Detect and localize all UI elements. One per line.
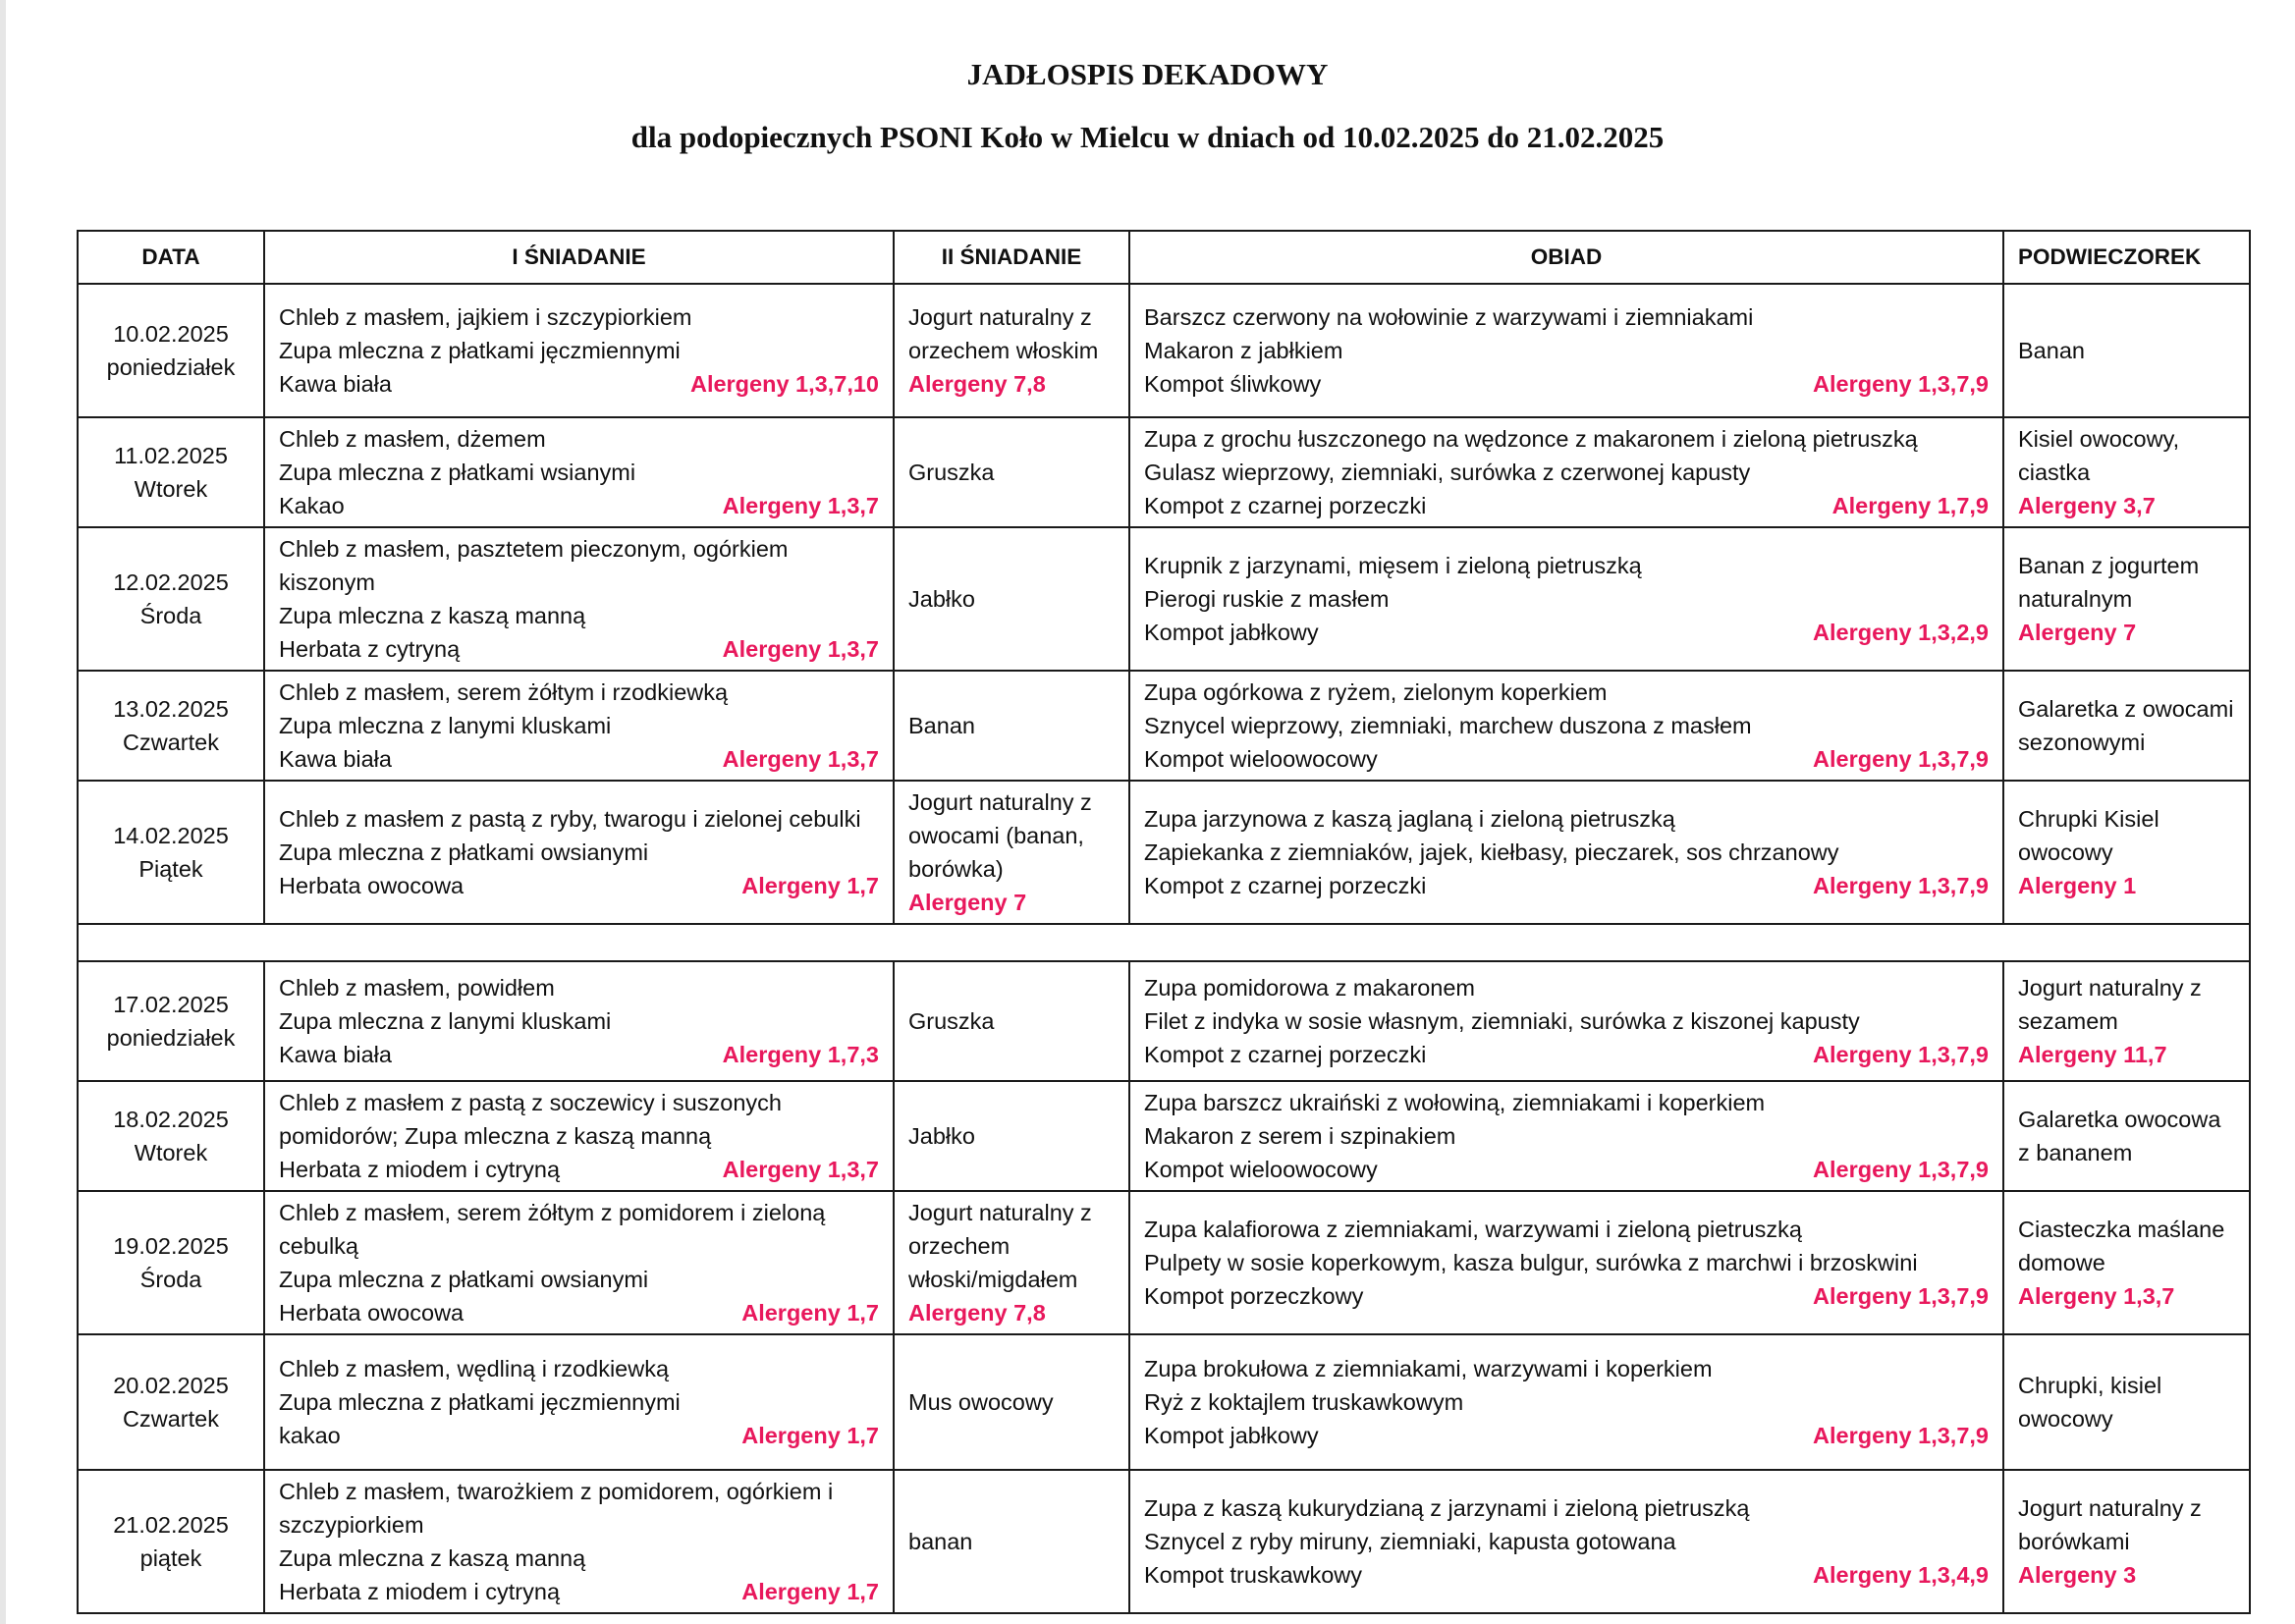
breakfast2-cell xyxy=(894,284,1129,417)
weekday-text: Środa xyxy=(139,603,202,628)
snack-cell xyxy=(2003,671,2250,781)
breakfast1-item: Zupa mleczna z płatkami owsianymi xyxy=(279,839,649,865)
table-row xyxy=(78,284,2250,417)
snack-item: Galaretka z owocami sezonowymi xyxy=(2018,696,2234,755)
breakfast1-item: Zupa mleczna z płatkami jęczmiennymi xyxy=(279,338,681,363)
date-text: 20.02.2025 xyxy=(113,1373,229,1398)
date-text: 10.02.2025 xyxy=(113,321,229,347)
header-row xyxy=(78,231,2250,284)
breakfast2-cell xyxy=(894,1081,1129,1191)
breakfast1-allergens: Alergeny 1,3,7,10 xyxy=(689,371,879,397)
date-cell xyxy=(78,671,264,781)
breakfast1-item: Chleb z masłem, wędliną i rzodkiewką xyxy=(279,1356,670,1381)
date-cell xyxy=(78,527,264,671)
dinner-allergens: Alergeny 1,3,2,9 xyxy=(1813,620,1989,645)
breakfast2-item: Jabłko xyxy=(908,1123,975,1149)
date-cell xyxy=(78,1191,264,1334)
breakfast1-cell xyxy=(264,1191,894,1334)
date-text: 18.02.2025 xyxy=(113,1107,229,1132)
dinner-item: Kompot jabłkowy xyxy=(1144,620,1319,645)
dinner-item: Kompot z czarnej porzeczki xyxy=(1144,873,1427,898)
snack-item: Jogurt naturalny z sezamem xyxy=(2018,975,2202,1034)
breakfast1-item: Chleb z masłem, jajkiem i szczypiorkiem xyxy=(279,304,692,330)
dinner-last-line xyxy=(1144,1153,1989,1186)
dinner-item: Gulasz wieprzowy, ziemniaki, surówka z czerwonej kapusty xyxy=(1144,460,1751,485)
dinner-allergens: Alergeny 1,3,7,9 xyxy=(1813,1423,1989,1448)
breakfast1-item: Chleb z masłem, serem żółtym z pomidorem i zieloną cebulką xyxy=(279,1200,826,1259)
breakfast1-item: Zupa mleczna z płatkami jęczmiennymi xyxy=(279,1389,681,1415)
dinner-item: Pierogi ruskie z masłem xyxy=(1144,586,1390,612)
date-cell xyxy=(78,417,264,527)
dinner-item: Zupa z kaszą kukurydzianą z jarzynami i zieloną pietruszką xyxy=(1144,1495,1750,1521)
breakfast1-cell xyxy=(264,671,894,781)
date-text: 17.02.2025 xyxy=(113,992,229,1017)
weekday-text: Środa xyxy=(139,1267,202,1292)
snack-allergens: Alergeny 1,3,7 xyxy=(2018,1283,2175,1309)
breakfast2-cell xyxy=(894,417,1129,527)
dinner-item: Zupa barszcz ukraiński z wołowiną, ziemniakami i koperkiem xyxy=(1144,1090,1766,1115)
document-subtitle: dla podopiecznych PSONI Koło w Mielcu w dniach od 10.02.2025 do 21.02.2025 xyxy=(630,120,1665,154)
dinner-last-line xyxy=(1144,869,1989,902)
dinner-item: Kompot wieloowocowy xyxy=(1144,1157,1378,1182)
breakfast1-item: Herbata owocowa xyxy=(279,1300,464,1326)
header-date: DATA xyxy=(78,231,264,284)
date-text: 11.02.2025 xyxy=(114,443,228,468)
dinner-cell xyxy=(1129,781,2003,924)
dinner-cell xyxy=(1129,671,2003,781)
snack-allergens: Alergeny 3 xyxy=(2018,1562,2137,1588)
breakfast1-allergens: Alergeny 1,3,7 xyxy=(722,746,879,772)
date-text: 14.02.2025 xyxy=(113,823,229,848)
breakfast1-item: Zupa mleczna z kaszą manną xyxy=(279,603,586,628)
dinner-item: Zupa pomidorowa z makaronem xyxy=(1144,975,1475,1001)
date-text: 21.02.2025 xyxy=(113,1512,229,1538)
dinner-last-line xyxy=(1144,1279,1989,1313)
dinner-item: Zapiekanka z ziemniaków, jajek, kiełbasy, pieczarek, sos chrzanowy xyxy=(1144,839,1839,865)
dinner-cell xyxy=(1129,961,2003,1081)
header-breakfast2: II ŚNIADANIE xyxy=(894,231,1129,284)
document-title: JADŁOSPIS DEKADOWY xyxy=(966,57,1329,91)
snack-item: Chrupki, kisiel owocowy xyxy=(2018,1373,2162,1432)
table-row xyxy=(78,961,2250,1081)
dinner-allergens: Alergeny 1,3,7,9 xyxy=(1813,873,1989,898)
snack-cell xyxy=(2003,1081,2250,1191)
breakfast2-cell xyxy=(894,527,1129,671)
breakfast1-item: Zupa mleczna z płatkami wsianymi xyxy=(279,460,636,485)
breakfast1-cell xyxy=(264,527,894,671)
breakfast2-item: Gruszka xyxy=(908,1008,995,1034)
date-cell xyxy=(78,1081,264,1191)
dinner-last-line xyxy=(1144,1558,1989,1592)
snack-allergens: Alergeny 1 xyxy=(2018,873,2137,898)
table-row xyxy=(78,417,2250,527)
breakfast2-item: Jabłko xyxy=(908,586,975,612)
breakfast1-item: Kawa biała xyxy=(279,1042,392,1067)
snack-allergens: Alergeny 11,7 xyxy=(2018,1042,2167,1067)
week-separator xyxy=(78,924,2250,961)
date-cell xyxy=(78,1334,264,1470)
breakfast1-last-line xyxy=(279,367,879,401)
dinner-item: Zupa jarzynowa z kaszą jaglaną i zieloną pietruszką xyxy=(1144,806,1675,832)
breakfast1-item: Zupa mleczna z płatkami owsianymi xyxy=(279,1267,649,1292)
menu-body xyxy=(78,284,2250,1613)
dinner-cell xyxy=(1129,1334,2003,1470)
dinner-item: Zupa ogórkowa z ryżem, zielonym koperkiem xyxy=(1144,679,1608,705)
dinner-allergens: Alergeny 1,3,4,9 xyxy=(1813,1562,1989,1588)
breakfast1-last-line xyxy=(279,632,879,666)
breakfast1-last-line xyxy=(279,742,879,776)
snack-item: Galaretka owocowa z bananem xyxy=(2018,1107,2221,1165)
breakfast1-item: Herbata z cytryną xyxy=(279,636,461,662)
weekday-text: Czwartek xyxy=(123,730,219,755)
breakfast1-item: kakao xyxy=(279,1423,341,1448)
breakfast2-cell xyxy=(894,1470,1129,1613)
dinner-cell xyxy=(1129,1191,2003,1334)
dinner-allergens: Alergeny 1,3,7,9 xyxy=(1813,1042,1989,1067)
table-row xyxy=(78,1191,2250,1334)
snack-allergens: Alergeny 3,7 xyxy=(2018,493,2156,518)
weekday-text: Wtorek xyxy=(134,476,208,502)
breakfast1-item: Kawa biała xyxy=(279,746,392,772)
breakfast2-allergens: Alergeny 7,8 xyxy=(908,1300,1046,1326)
dinner-last-line xyxy=(1144,367,1989,401)
breakfast1-allergens: Alergeny 1,7 xyxy=(741,1423,879,1448)
breakfast2-item: Jogurt naturalny z orzechem włoski/migdałem xyxy=(908,1200,1092,1292)
dinner-allergens: Alergeny 1,3,7,9 xyxy=(1813,1283,1989,1309)
dinner-item: Filet z indyka w sosie własnym, ziemniaki, surówka z kiszonej kapusty xyxy=(1144,1008,1860,1034)
breakfast1-last-line xyxy=(279,1038,879,1071)
week-separator-cell xyxy=(78,924,2250,961)
breakfast1-item: Kawa biała xyxy=(279,371,392,397)
table-row xyxy=(78,671,2250,781)
weekday-text: poniedziałek xyxy=(106,354,236,380)
dinner-item: Kompot truskawkowy xyxy=(1144,1562,1363,1588)
dinner-allergens: Alergeny 1,7,9 xyxy=(1831,493,1989,518)
weekday-text: poniedziałek xyxy=(106,1025,236,1051)
snack-cell xyxy=(2003,961,2250,1081)
date-text: 12.02.2025 xyxy=(113,569,229,595)
dinner-item: Zupa z grochu łuszczonego na wędzonce z makaronem i zieloną pietruszką xyxy=(1144,426,1918,452)
breakfast2-item: Gruszka xyxy=(908,460,995,485)
weekday-text: Czwartek xyxy=(123,1406,219,1432)
breakfast2-cell xyxy=(894,781,1129,924)
breakfast1-allergens: Alergeny 1,7 xyxy=(741,873,879,898)
snack-cell xyxy=(2003,1191,2250,1334)
breakfast1-allergens: Alergeny 1,3,7 xyxy=(722,493,879,518)
breakfast1-cell xyxy=(264,1334,894,1470)
breakfast1-item: Zupa mleczna z lanymi kluskami xyxy=(279,1008,612,1034)
dinner-last-line xyxy=(1144,1419,1989,1452)
snack-item: Banan xyxy=(2018,338,2085,363)
breakfast1-allergens: Alergeny 1,7,3 xyxy=(722,1042,879,1067)
snack-cell xyxy=(2003,1334,2250,1470)
breakfast1-allergens: Alergeny 1,3,7 xyxy=(722,636,879,662)
breakfast1-last-line xyxy=(279,869,879,902)
dinner-item: Makaron z serem i szpinakiem xyxy=(1144,1123,1456,1149)
breakfast2-allergens: Alergeny 7 xyxy=(908,890,1027,915)
snack-cell xyxy=(2003,527,2250,671)
dinner-last-line xyxy=(1144,742,1989,776)
breakfast1-cell xyxy=(264,284,894,417)
weekday-text: Wtorek xyxy=(134,1140,208,1165)
table-row xyxy=(78,1081,2250,1191)
breakfast1-last-line xyxy=(279,1575,879,1608)
dinner-last-line xyxy=(1144,489,1989,522)
date-cell xyxy=(78,781,264,924)
breakfast1-cell xyxy=(264,781,894,924)
breakfast1-allergens: Alergeny 1,7 xyxy=(741,1300,879,1326)
date-cell xyxy=(78,284,264,417)
dinner-item: Zupa kalafiorowa z ziemniakami, warzywami i zieloną pietruszką xyxy=(1144,1217,1803,1242)
breakfast2-item: Jogurt naturalny z orzechem włoskim xyxy=(908,304,1099,363)
date-text: 13.02.2025 xyxy=(113,696,229,722)
breakfast2-item: Jogurt naturalny z owocami (banan, borówka) xyxy=(908,789,1092,882)
weekday-text: Piątek xyxy=(138,856,203,882)
weekday-text: piątek xyxy=(139,1545,202,1571)
dinner-cell xyxy=(1129,284,2003,417)
breakfast1-cell xyxy=(264,1081,894,1191)
breakfast1-cell xyxy=(264,961,894,1081)
breakfast1-item: Zupa mleczna z kaszą manną xyxy=(279,1545,586,1571)
snack-cell xyxy=(2003,417,2250,527)
breakfast1-item: Herbata z miodem i cytryną xyxy=(279,1157,561,1182)
dinner-allergens: Alergeny 1,3,7,9 xyxy=(1813,371,1989,397)
dinner-last-line xyxy=(1144,616,1989,649)
table-row xyxy=(78,527,2250,671)
breakfast1-item: Herbata z miodem i cytryną xyxy=(279,1579,561,1604)
dinner-item: Barszcz czerwony na wołowinie z warzywami i ziemniakami xyxy=(1144,304,1754,330)
snack-allergens: Alergeny 7 xyxy=(2018,620,2137,645)
breakfast1-item: Chleb z masłem z pastą z ryby, twarogu i zielonej cebulki xyxy=(279,806,861,832)
dinner-item: Sznycel z ryby miruny, ziemniaki, kapusta gotowana xyxy=(1144,1529,1676,1554)
header-dinner: OBIAD xyxy=(1129,231,2003,284)
breakfast1-last-line xyxy=(279,1419,879,1452)
breakfast1-cell xyxy=(264,417,894,527)
dinner-item: Kompot śliwkowy xyxy=(1144,371,1322,397)
dinner-item: Makaron z jabłkiem xyxy=(1144,338,1343,363)
dinner-item: Kompot z czarnej porzeczki xyxy=(1144,493,1427,518)
breakfast1-item: Chleb z masłem, twarożkiem z pomidorem, ogórkiem i szczypiorkiem xyxy=(279,1479,834,1538)
header-snack: PODWIECZOREK xyxy=(2003,231,2250,284)
breakfast1-allergens: Alergeny 1,3,7 xyxy=(722,1157,879,1182)
breakfast2-cell xyxy=(894,671,1129,781)
breakfast1-allergens: Alergeny 1,7 xyxy=(741,1579,879,1604)
breakfast2-item: Banan xyxy=(908,713,975,738)
dinner-item: Ryż z koktajlem truskawkowym xyxy=(1144,1389,1464,1415)
dinner-allergens: Alergeny 1,3,7,9 xyxy=(1813,746,1989,772)
breakfast1-last-line xyxy=(279,489,879,522)
breakfast1-cell xyxy=(264,1470,894,1613)
snack-cell xyxy=(2003,1470,2250,1613)
dinner-item: Zupa brokułowa z ziemniakami, warzywami i koperkiem xyxy=(1144,1356,1713,1381)
snack-cell xyxy=(2003,781,2250,924)
dinner-cell xyxy=(1129,1081,2003,1191)
snack-item: Kisiel owocowy, ciastka xyxy=(2018,426,2180,485)
table-row xyxy=(78,781,2250,924)
dinner-item: Kompot z czarnej porzeczki xyxy=(1144,1042,1427,1067)
breakfast1-last-line xyxy=(279,1296,879,1329)
breakfast2-item: banan xyxy=(908,1529,973,1554)
dinner-item: Kompot jabłkowy xyxy=(1144,1423,1319,1448)
snack-cell xyxy=(2003,284,2250,417)
snack-item: Jogurt naturalny z borówkami xyxy=(2018,1495,2202,1554)
breakfast1-item: Chleb z masłem, pasztetem pieczonym, ogórkiem kiszonym xyxy=(279,536,789,595)
date-text: 19.02.2025 xyxy=(113,1233,229,1259)
header-breakfast1: I ŚNIADANIE xyxy=(264,231,894,284)
breakfast2-item: Mus owocowy xyxy=(908,1389,1054,1415)
snack-item: Banan z jogurtem naturalnym xyxy=(2018,553,2200,612)
dinner-item: Kompot wieloowocowy xyxy=(1144,746,1378,772)
breakfast1-item: Chleb z masłem, powidłem xyxy=(279,975,555,1001)
menu-table xyxy=(77,230,2251,1614)
snack-item: Ciasteczka maślane domowe xyxy=(2018,1217,2225,1275)
dinner-allergens: Alergeny 1,3,7,9 xyxy=(1813,1157,1989,1182)
dinner-item: Pulpety w sosie koperkowym, kasza bulgur, surówka z marchwi i brzoskwini xyxy=(1144,1250,1918,1275)
table-row xyxy=(78,1470,2250,1613)
dinner-item: Krupnik z jarzynami, mięsem i zieloną pietruszką xyxy=(1144,553,1642,578)
dinner-cell xyxy=(1129,1470,2003,1613)
breakfast1-item: Chleb z masłem, dżemem xyxy=(279,426,546,452)
dinner-item: Kompot porzeczkowy xyxy=(1144,1283,1364,1309)
snack-item: Chrupki Kisiel owocowy xyxy=(2018,806,2159,865)
scan-edge xyxy=(0,0,6,1624)
breakfast2-cell xyxy=(894,961,1129,1081)
breakfast1-item: Herbata owocowa xyxy=(279,873,464,898)
breakfast2-allergens: Alergeny 7,8 xyxy=(908,371,1046,397)
breakfast1-item: Chleb z masłem, serem żółtym i rzodkiewką xyxy=(279,679,729,705)
date-cell xyxy=(78,961,264,1081)
breakfast1-item: Kakao xyxy=(279,493,345,518)
dinner-last-line xyxy=(1144,1038,1989,1071)
dinner-cell xyxy=(1129,527,2003,671)
breakfast1-item: Chleb z masłem z pastą z soczewicy i suszonych pomidorów; Zupa mleczna z kaszą manną xyxy=(279,1090,782,1149)
breakfast1-last-line xyxy=(279,1153,879,1186)
date-cell xyxy=(78,1470,264,1613)
breakfast2-cell xyxy=(894,1334,1129,1470)
dinner-item: Sznycel wieprzowy, ziemniaki, marchew duszona z masłem xyxy=(1144,713,1752,738)
breakfast2-cell xyxy=(894,1191,1129,1334)
table-row xyxy=(78,1334,2250,1470)
dinner-cell xyxy=(1129,417,2003,527)
breakfast1-item: Zupa mleczna z lanymi kluskami xyxy=(279,713,612,738)
